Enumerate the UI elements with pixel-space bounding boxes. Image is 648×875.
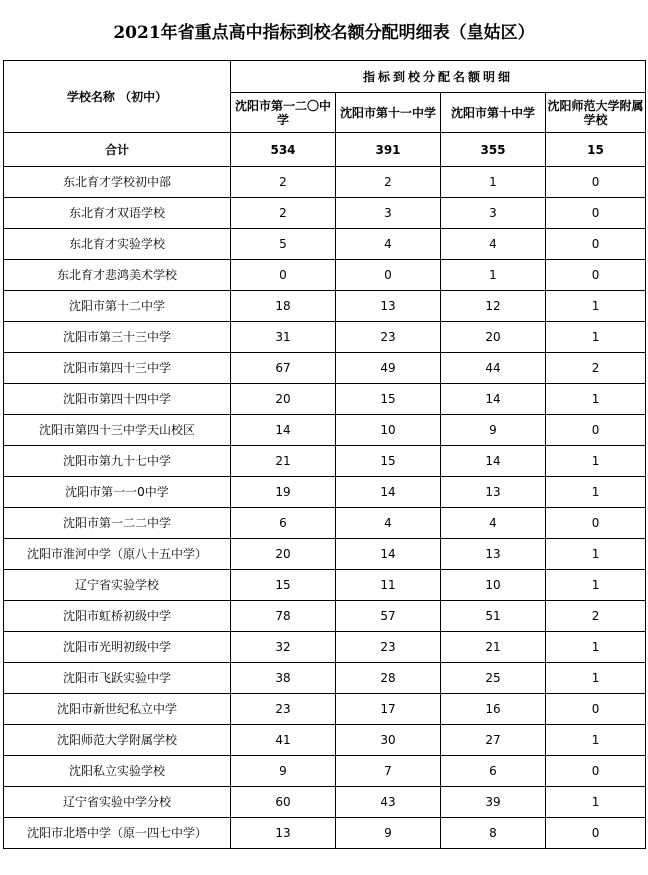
table-row — [4, 167, 646, 198]
quota-cell: 78 — [231, 601, 336, 632]
quota-cell: 4 — [336, 508, 441, 539]
header-column: 沈阳市第十一中学 — [336, 93, 441, 133]
table-row — [4, 477, 646, 508]
quota-cell: 2 — [336, 167, 441, 198]
school-name-cell: 辽宁省实验中学分校 — [4, 787, 231, 818]
school-name-cell: 东北育才悲鸿美术学校 — [4, 260, 231, 291]
quota-cell: 15 — [336, 384, 441, 415]
quota-cell: 1 — [546, 477, 646, 508]
quota-cell: 3 — [336, 198, 441, 229]
table-row — [4, 384, 646, 415]
total-value: 355 — [441, 133, 546, 167]
table-row — [4, 508, 646, 539]
school-name-cell: 沈阳市第一二二中学 — [4, 508, 231, 539]
school-name-cell: 沈阳市淮河中学（原八十五中学） — [4, 539, 231, 570]
header-allocation-group: 指标到校分配名额明细 — [231, 61, 646, 93]
quota-cell: 20 — [441, 322, 546, 353]
quota-cell: 1 — [546, 322, 646, 353]
quota-cell: 1 — [546, 570, 646, 601]
quota-cell: 2 — [231, 167, 336, 198]
quota-cell: 10 — [336, 415, 441, 446]
quota-cell: 1 — [546, 291, 646, 322]
quota-cell: 0 — [546, 198, 646, 229]
table-row — [4, 694, 646, 725]
quota-cell: 43 — [336, 787, 441, 818]
total-value: 15 — [546, 133, 646, 167]
header-school-name: 学校名称 （初中） — [4, 61, 231, 133]
quota-cell: 13 — [336, 291, 441, 322]
header-column: 沈阳市第一二〇中学 — [231, 93, 336, 133]
school-name-cell: 东北育才双语学校 — [4, 198, 231, 229]
table-row — [4, 570, 646, 601]
quota-cell: 31 — [231, 322, 336, 353]
quota-cell: 60 — [231, 787, 336, 818]
quota-cell: 67 — [231, 353, 336, 384]
quota-cell: 49 — [336, 353, 441, 384]
quota-cell: 20 — [231, 539, 336, 570]
quota-cell: 0 — [546, 229, 646, 260]
quota-cell: 0 — [546, 415, 646, 446]
school-name-cell: 沈阳市光明初级中学 — [4, 632, 231, 663]
quota-cell: 14 — [336, 477, 441, 508]
school-name-cell: 东北育才学校初中部 — [4, 167, 231, 198]
table-row — [4, 322, 646, 353]
quota-cell: 0 — [546, 694, 646, 725]
school-name-cell: 沈阳市第九十七中学 — [4, 446, 231, 477]
school-name-cell: 沈阳市新世纪私立中学 — [4, 694, 231, 725]
quota-cell: 19 — [231, 477, 336, 508]
quota-cell: 2 — [231, 198, 336, 229]
quota-cell: 30 — [336, 725, 441, 756]
quota-cell: 0 — [546, 818, 646, 849]
quota-cell: 14 — [441, 446, 546, 477]
quota-cell: 44 — [441, 353, 546, 384]
school-name-cell: 沈阳市第三十三中学 — [4, 322, 231, 353]
quota-cell: 6 — [231, 508, 336, 539]
quota-cell: 1 — [546, 632, 646, 663]
school-name-cell: 沈阳市第四十三中学天山校区 — [4, 415, 231, 446]
table-row — [4, 818, 646, 849]
quota-cell: 1 — [546, 787, 646, 818]
quota-cell: 0 — [231, 260, 336, 291]
table-row — [4, 725, 646, 756]
total-label: 合计 — [4, 133, 231, 167]
quota-cell: 9 — [441, 415, 546, 446]
quota-cell: 17 — [336, 694, 441, 725]
school-name-cell: 沈阳市第四十三中学 — [4, 353, 231, 384]
quota-cell: 0 — [336, 260, 441, 291]
allocation-table — [3, 60, 646, 849]
header-column: 沈阳市第十中学 — [441, 93, 546, 133]
quota-cell: 41 — [231, 725, 336, 756]
quota-cell: 14 — [336, 539, 441, 570]
school-name-cell: 沈阳师范大学附属学校 — [4, 725, 231, 756]
quota-cell: 1 — [546, 384, 646, 415]
school-name-cell: 沈阳市第一一0中学 — [4, 477, 231, 508]
table-body — [4, 133, 646, 849]
school-name-cell: 沈阳市第四十四中学 — [4, 384, 231, 415]
quota-cell: 11 — [336, 570, 441, 601]
quota-cell: 14 — [231, 415, 336, 446]
table-row — [4, 198, 646, 229]
quota-cell: 16 — [441, 694, 546, 725]
quota-cell: 1 — [441, 167, 546, 198]
quota-cell: 2 — [546, 601, 646, 632]
school-name-cell: 东北育才实验学校 — [4, 229, 231, 260]
quota-cell: 1 — [546, 539, 646, 570]
quota-cell: 51 — [441, 601, 546, 632]
quota-cell: 20 — [231, 384, 336, 415]
quota-cell: 1 — [546, 663, 646, 694]
quota-cell: 2 — [546, 353, 646, 384]
quota-cell: 7 — [336, 756, 441, 787]
quota-cell: 1 — [546, 725, 646, 756]
quota-cell: 57 — [336, 601, 441, 632]
school-name-cell: 沈阳市飞跃实验中学 — [4, 663, 231, 694]
quota-cell: 25 — [441, 663, 546, 694]
quota-cell: 1 — [441, 260, 546, 291]
quota-cell: 14 — [441, 384, 546, 415]
school-name-cell: 辽宁省实验学校 — [4, 570, 231, 601]
quota-cell: 0 — [546, 508, 646, 539]
quota-cell: 6 — [441, 756, 546, 787]
document-title: 2021年省重点高中指标到校名额分配明细表（皇姑区） — [113, 22, 535, 43]
header-column: 沈阳师范大学附属学校 — [546, 93, 646, 133]
quota-cell: 15 — [336, 446, 441, 477]
table-row — [4, 446, 646, 477]
quota-cell: 12 — [441, 291, 546, 322]
total-value: 391 — [336, 133, 441, 167]
quota-cell: 13 — [231, 818, 336, 849]
quota-cell: 39 — [441, 787, 546, 818]
quota-cell: 28 — [336, 663, 441, 694]
quota-cell: 9 — [336, 818, 441, 849]
table-row — [4, 260, 646, 291]
quota-cell: 23 — [231, 694, 336, 725]
quota-cell: 0 — [546, 167, 646, 198]
quota-cell: 1 — [546, 446, 646, 477]
school-name-cell: 沈阳市北塔中学（原一四七中学） — [4, 818, 231, 849]
school-name-cell: 沈阳私立实验学校 — [4, 756, 231, 787]
quota-cell: 23 — [336, 322, 441, 353]
quota-cell: 32 — [231, 632, 336, 663]
quota-cell: 15 — [231, 570, 336, 601]
table-row — [4, 756, 646, 787]
table-row — [4, 787, 646, 818]
quota-cell: 21 — [441, 632, 546, 663]
quota-cell: 3 — [441, 198, 546, 229]
quota-cell: 13 — [441, 539, 546, 570]
total-value: 534 — [231, 133, 336, 167]
quota-cell: 4 — [441, 229, 546, 260]
quota-cell: 0 — [546, 756, 646, 787]
table-row — [4, 291, 646, 322]
school-name-cell: 沈阳市第十二中学 — [4, 291, 231, 322]
quota-cell: 0 — [546, 260, 646, 291]
quota-cell: 38 — [231, 663, 336, 694]
quota-cell: 21 — [231, 446, 336, 477]
table-row — [4, 632, 646, 663]
quota-cell: 8 — [441, 818, 546, 849]
quota-cell: 9 — [231, 756, 336, 787]
school-name-cell: 沈阳市虹桥初级中学 — [4, 601, 231, 632]
quota-cell: 23 — [336, 632, 441, 663]
quota-cell: 4 — [336, 229, 441, 260]
table-row — [4, 601, 646, 632]
table-row — [4, 539, 646, 570]
quota-cell: 18 — [231, 291, 336, 322]
total-row — [4, 133, 646, 167]
quota-cell: 27 — [441, 725, 546, 756]
table-row — [4, 353, 646, 384]
quota-cell: 5 — [231, 229, 336, 260]
quota-cell: 4 — [441, 508, 546, 539]
table-row — [4, 415, 646, 446]
table-row — [4, 229, 646, 260]
quota-cell: 13 — [441, 477, 546, 508]
quota-cell: 10 — [441, 570, 546, 601]
table-row — [4, 663, 646, 694]
